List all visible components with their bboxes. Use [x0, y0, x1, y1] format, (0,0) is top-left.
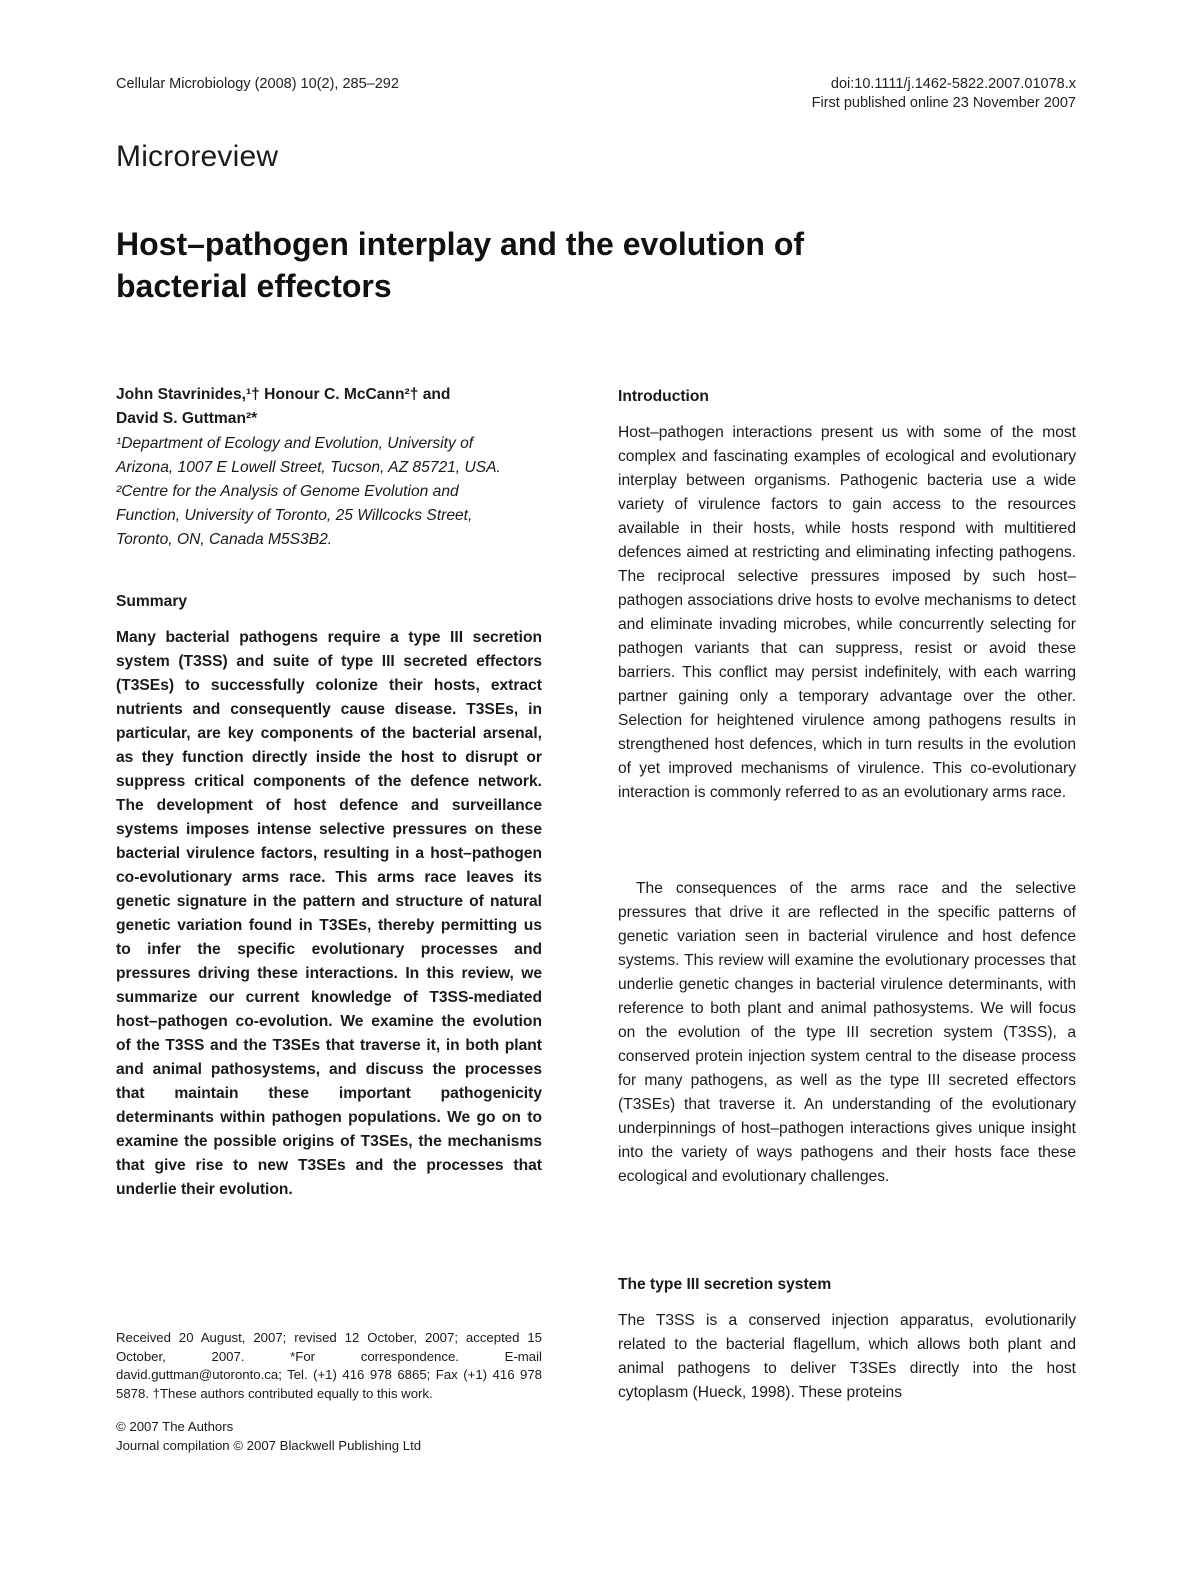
copyright-line-2: Journal compilation © 2007 Blackwell Publishing Ltd	[116, 1437, 422, 1453]
introduction-paragraph-2: The consequences of the arms race and the selective pressures that drive it are reflected in the specific patterns of genetic variation seen in bacterial virulence and host defence systems. This review will examine the evolutionary processes that underlie genetic changes in bacterial virulence determinants, with reference to both plant and animal pathosystems. We will focus on the evolution of the type III secretion system (T3SS), a conserved protein injection system central to the disease process for many pathogens, as well as the type III secreted effectors (T3SEs) that traverse it. An understanding of the evolutionary underpinnings of host–pathogen interactions gives unique insight into the variety of ways pathogens and their hosts face these ecological and evolutionary challenges.	[618, 880, 1076, 1185]
publication-date: First published online 23 November 2007	[811, 95, 1076, 111]
copyright-line-1: © 2007 The Authors	[116, 1419, 234, 1434]
journal-reference: Cellular Microbiology (2008) 10(2), 285–292	[116, 76, 399, 92]
summary-body: Many bacterial pathogens require a type III secretion system (T3SS) and suite of type III secreted effectors (T3SEs) to successfully colonize their hosts, extract nutrients and consequently cause disease. T3SEs, in particular, are key components of the bacterial arsenal, as they function directly inside the host to disrupt or suppress critical components of the defence network. The development of host defence and surveillance systems imposes intense selective pressures on these bacterial virulence factors, resulting in a host–pathogen co-evolutionary arms race. This arms race leaves its genetic signature in the pattern and structure of natural genetic variation found in T3SEs, thereby permitting us to infer the specific evolutionary processes and pressures driving these interactions. In this review, we summarize our current knowledge of T3SS-mediated host–pathogen co-evolution. We examine the evolution of the T3SS and the T3SEs that traverse it, in both plant and animal pathosystems, and discuss the processes that maintain these important pathogenicity determinants within pathogen populations. We go on to examine the possible origins of T3SEs, the mechanisms that give rise to new T3SEs and the processes that underlie their evolution.	[116, 629, 542, 1198]
title-line-1: Host–pathogen interplay and the evolution of	[116, 226, 805, 262]
t3ss-paragraph-1: The T3SS is a conserved injection apparatus, evolutionarily related to the bacterial flagellum, which allows both plant and animal pathogens to deliver T3SEs directly into the host cytoplasm (Hueck, 1998). These proteins	[618, 1312, 1076, 1401]
introduction-heading: Introduction	[618, 388, 709, 405]
author-line-1: John Stavrinides,¹† Honour C. McCann²† and	[116, 386, 451, 403]
t3ss-heading: The type III secretion system	[618, 1276, 832, 1293]
title-line-2: bacterial effectors	[116, 268, 392, 304]
article-type-label: Microreview	[116, 140, 279, 173]
copyright-block	[116, 1418, 542, 1455]
summary-heading: Summary	[116, 593, 188, 610]
received-footnote: Received 20 August, 2007; revised 12 October, 2007; accepted 15 October, 2007. *For correspondence. E-mail david.guttman@utoronto.ca; Tel. (+1) 416 978 6865; Fax (+1) 416 978 5878. †These authors contributed equally to this work.	[116, 1330, 542, 1401]
affiliations	[116, 432, 542, 552]
affiliation-line-1: ¹Department of Ecology and Evolution, University of	[116, 435, 474, 452]
affiliation-line-2: Arizona, 1007 E Lowell Street, Tucson, AZ 85721, USA.	[116, 459, 501, 476]
doi: doi:10.1111/j.1462-5822.2007.01078.x	[830, 76, 1076, 92]
introduction-paragraph-1: Host–pathogen interactions present us with some of the most complex and fascinating examples of ecological and evolutionary interplay between organisms. Pathogenic bacteria use a wide variety of virulence factors to gain access to the resources available in their hosts, while hosts respond with multitiered defences aimed at restricting and eliminating infecting pathogens. The reciprocal selective pressures imposed by such host–pathogen associations drive hosts to evolve mechanisms to detect and eliminate invading microbes, while concurrently selecting for pathogen variants that can suppress, resist or avoid these barriers. This conflict may persist indefinitely, with each warring partner gaining only a temporary advantage over the other. Selection for heightened virulence among pathogens results in strengthened host defences, which in turn results in the evolution of yet improved mechanisms of virulence. This co-evolutionary interaction is commonly referred to as an evolutionary arms race.	[618, 424, 1076, 801]
author-line-2: David S. Guttman²*	[116, 410, 258, 427]
affiliation-line-5: Toronto, ON, Canada M5S3B2.	[116, 531, 333, 548]
affiliation-line-3: ²Centre for the Analysis of Genome Evolution and	[116, 483, 459, 500]
affiliation-line-4: Function, University of Toronto, 25 Willcocks Street,	[116, 507, 473, 524]
article-title	[116, 223, 1076, 307]
author-list	[116, 383, 542, 431]
doi-block	[700, 75, 1076, 113]
